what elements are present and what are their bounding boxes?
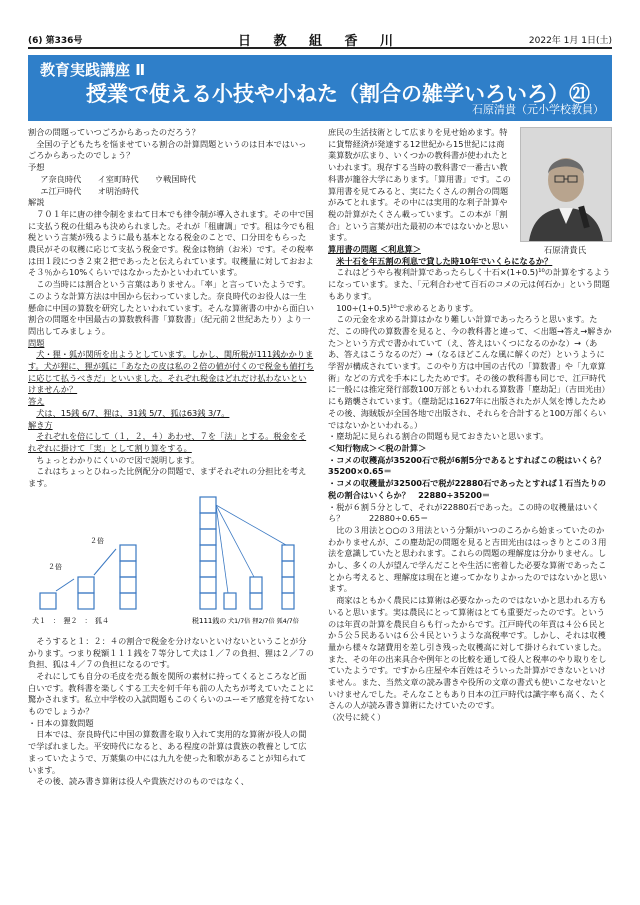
issue-number: (6) 第336号 bbox=[28, 36, 83, 46]
dog-share-box bbox=[224, 593, 236, 609]
paper-title: 日 教 組 香 川 bbox=[237, 34, 403, 49]
animals-ratio-label: 犬１ ： 狸２ ： 狐４ bbox=[32, 616, 109, 625]
right-paragraph-1: 庶民の生活技術として広まりを見せ始めます。特に貨幣経済が発達する12世紀から15世紀には商業算数が広まり、いくつかの教科書が使われたといわれます。現存する当時の教科書で一番古い教科書が籠谷大学にあります。「算用書」です。この算用書を見てみると、実にたくさんの割合の問題がみてとれます。その中には実用的な利子計算や税の計算がたくさん載っています。この本が「割合」という言葉が出た最初の本ではないかと思います。 bbox=[328, 127, 511, 243]
author-line: 石原清貴（元小学校教員） bbox=[472, 103, 604, 116]
prediction-label: 予想 bbox=[28, 162, 45, 173]
solution-label: 解き方 bbox=[28, 419, 53, 430]
fox-box-1 bbox=[120, 545, 136, 561]
arrow-1 bbox=[56, 579, 74, 591]
choices-line-1: ア奈良時代 イ室町時代 ウ戦国時代 bbox=[40, 173, 196, 184]
fractions-label: 犬1/7倍 狸2/7倍 狐4/7倍 bbox=[228, 617, 299, 625]
ratio-paragraph: そうすると１：２：４の割合で税金を分けないといけないということが分かります。つまり税額１１１銭を７等分して犬は１／７の負担、狸は２／７の負担、狐は４／７の負担になるのです。 bbox=[28, 635, 314, 670]
choices-line-2: エ江戸時代 オ明治時代 bbox=[40, 185, 139, 196]
fox-box-4 bbox=[120, 593, 136, 609]
tax-box-5 bbox=[200, 561, 216, 577]
humor-paragraph: それにしても自分の毛皮を売る飯を関所の素材に持ってくるところなど面白いです。教科書を楽しくする工夫を何千年も前の人たちが考えていたことに驚かされます。私立中学校の入試問題もこのくらいのユーモア感覚を持てないものでしょうか？ bbox=[28, 670, 314, 717]
explanation-paragraph-2: この当時には割合という言葉はありません。「率」と言っていたようです。このような計算方法は中国から伝わっていました。奈良時代のお役人は一生懸命に中国の算数を研究したといわれています。そんな算術書の中から面白い割合の問題を中国最古の算数教科書「算数書」（紀元前２世紀あたり）より一問出してみましょう。 bbox=[28, 279, 314, 336]
tax-label: 税111銭の bbox=[192, 616, 227, 625]
tax-box-6 bbox=[200, 577, 216, 593]
tax-question-3: ・税が６割５分として、それが22880石であった。この時の収穫量はいくら？ 22880÷0.65＝ bbox=[328, 501, 600, 524]
tax-box-4 bbox=[200, 545, 216, 561]
answer-text: 犬は、15銭 6/7、狸は、31銭 5/7、狐は63銭 3/7。 bbox=[36, 407, 230, 418]
dog-box bbox=[40, 593, 56, 609]
formula-line: 100÷(1+0.5)¹⁰で求めるとあります。 bbox=[336, 302, 478, 313]
fox-box-2 bbox=[120, 561, 136, 577]
farmers-paragraph: 商家はともかく農民には算術は必要なかったのではないかと思われる方もいると思います。実は農民にとって算術はとても重要だったのです。というのは年貢の計算を農民自らも行ったからです。江戸時代の年貢は４公６民とか５公５民あるいは６公４民というような高税率です。しかし、それは収穫量から様々な諸費用を差し引き残った収穫高に対して掛けられていました。また、その年の出来具合や例年との比較を通して役人と税率のやり取りをしていたようです。ですから庄屋や本百姓はそういった計算ができないといけません。また、当然文章の読み書きや役所の文章の書式も使いこなせないといけませんでした。そんなこともあり日本の江戸時代は識字率も高く、たくさんの人が読み書き算術にたけていたのです。 bbox=[328, 595, 607, 711]
problem-label: 問題 bbox=[28, 337, 45, 348]
label-double-1: ２倍 bbox=[48, 562, 62, 571]
japan-math-label: ・日本の算数問題 bbox=[28, 717, 94, 728]
diagram-intro: ちょっとわかりにくいので図で説明します。 bbox=[36, 454, 200, 465]
tax-question-2: ・コメの収穫量が32500石で税が22880石であったとすれば１石当たりの税の割合はいくらか？ 22880÷35200＝ bbox=[328, 478, 606, 500]
arrow-2 bbox=[94, 549, 116, 575]
continued-note: （次号に続く） bbox=[328, 712, 386, 723]
right-column bbox=[328, 127, 612, 724]
issue-date: 2022年 1月 1日(土) bbox=[528, 36, 612, 46]
tax-calc-label: ＜知行物成＞＜税の計算＞ bbox=[328, 442, 427, 453]
tanuki-box-1 bbox=[78, 577, 94, 593]
answer-label: 答え bbox=[28, 396, 45, 407]
label-double-2: ２倍 bbox=[90, 536, 104, 545]
fox-box-3 bbox=[120, 577, 136, 593]
ratio-diagram-svg bbox=[28, 493, 314, 633]
diagram-intro-2: これはちょっとひねった比例配分の問題で、まずそれぞれの分担比を考えます。 bbox=[28, 466, 307, 489]
header-divider bbox=[28, 47, 612, 49]
compound-interest-paragraph: これはどうやら複利計算であったらしく十石×(1+0.5)¹⁰の計算をするようになっています。また、「元利合わせて百石のコメの元は何石か」という問題もあります。 bbox=[328, 267, 611, 301]
fox-share-box-1 bbox=[282, 545, 294, 561]
explanation-paragraph-1: ７０１年に唐の律令制をまねて日本でも律令制が導入されます。その中で国に支払う税の仕組みも決められました。それが「租庸調」です。租は今でも租税という言葉が残るように最も基本となる税金のことで、口分田をもらった農民がその収穫に応じて支払う税金です。税金は物納（お米）です。その税率は田１段につき２束２把であったと伝えられています。収穫量に対しておおよそ３％から10%くらいではなかったかといわれています。 bbox=[28, 208, 314, 278]
tax-question-1: ・コメの収穫高が35200石で税が6割5分であるとすればこの税はいくら？35200×0.65＝ bbox=[328, 454, 606, 477]
question-title: 割合の問題っていつごろからあったのだろう？ bbox=[28, 127, 200, 137]
solution-text: それぞれを倍にして（１，２，４）あわせ、７を「法」とする。税金をそれぞれに掛けて「実」として割り算をする。 bbox=[28, 431, 307, 453]
japan-math-paragraph-2: その後、読み書き算術は役人や貴族だけのものではなく、 bbox=[36, 776, 249, 787]
jinkoki-intro: ・塵劫記に見られる割合の問題も見ておきたいと思います。 bbox=[328, 431, 549, 442]
fox-share-box-4 bbox=[282, 593, 294, 609]
sanyo-problem-label: 算用書の問題 ＜利息算＞ bbox=[328, 244, 421, 255]
tanuki-share-box-2 bbox=[250, 593, 262, 609]
explanation-label: 解説 bbox=[28, 197, 45, 208]
fox-share-box-2 bbox=[282, 561, 294, 577]
textbook-paragraph: この元金を求める計算はかなり難しい計算であったろうと思います。ただ、この時代の算数書を見ると、今の教科書と違って、＜出題→答え→解きかた＞という方式で書かれていて（え、答えはいくつになるのかな）→（ああ、答えはこうなるのだ）→（なるほどこんな風に解くのだ）というように学習が構成されています。このやり方は中国の古代の「算数書」や「九章算術」などの方式を手本にしたためです。その後の教科書も同じで、江戸時代に一般には推定発行部数100万部ともいわれる算数書「塵劫記」（吉田光由）にも踏襲されています。（塵劫記は1627年に出版されたが人気を博したためその後、海賊版が全国各地で出版され、それらを合計すると100万部くらいではないかといわれる。） bbox=[328, 314, 612, 430]
page-header bbox=[28, 30, 612, 49]
tax-box-1 bbox=[200, 497, 216, 513]
tax-box-7 bbox=[200, 593, 216, 609]
split-line-1 bbox=[216, 505, 228, 593]
title-banner bbox=[28, 55, 612, 121]
ratio-diagram bbox=[28, 493, 314, 633]
japan-math-paragraph: 日本では、奈良時代に中国の算数書を取り入れて実用的な算術が役人の間で学ばれました。平安時代になると、ある程度の計算は貴族の教養として広まっていたようで、万葉集の中には九九を使った和歌があることが知られています。 bbox=[28, 729, 307, 775]
question-text: 全国の子どもたちを悩ませている割合の計算問題というのは日本ではいっごろからあったのでしょう？ bbox=[28, 138, 307, 161]
tanuki-share-box-1 bbox=[250, 577, 262, 593]
photo-caption: 石原清貴氏 bbox=[543, 246, 587, 256]
left-column bbox=[28, 127, 314, 788]
series-title: 教育実践講座 Ⅱ bbox=[40, 61, 146, 79]
problem-text: 犬・狸・狐が関所を出ようとしています。しかし、関所税が111銭かかります。犬が狸に、狸が狐に「あなたの皮は私の２倍の値が付くので税金も値打ちに応じて払うべきだ」といいました。それぞれ税金はどれだけ払わないといけませんか？ bbox=[28, 349, 314, 395]
tanuki-box-2 bbox=[78, 593, 94, 609]
three-uses-paragraph: 比の３用法と○○の３用法という分類がいつのころから始まっていたのかわかりませんが、この塵劫記の問題を見ると吉田光由ははっきりとこの３用法を意識していたと思われます。これらの問題の理解度は分かりません。しかし、多くの人が望んで学んだことや生活に密着した必要な算術であったことから考えると、理解度は現在と違ってかなりよかったのではないかと思います。 bbox=[328, 524, 607, 594]
tax-box-3 bbox=[200, 529, 216, 545]
article-title: 授業で使える小技や小ねた（割合の雑学いろいろ）㉑ bbox=[86, 82, 590, 106]
tax-box-2 bbox=[200, 513, 216, 529]
sanyo-problem-question: 米十石を年五割の利息で貸した時10年でいくらになるか？ bbox=[336, 255, 553, 266]
fox-share-box-3 bbox=[282, 577, 294, 593]
